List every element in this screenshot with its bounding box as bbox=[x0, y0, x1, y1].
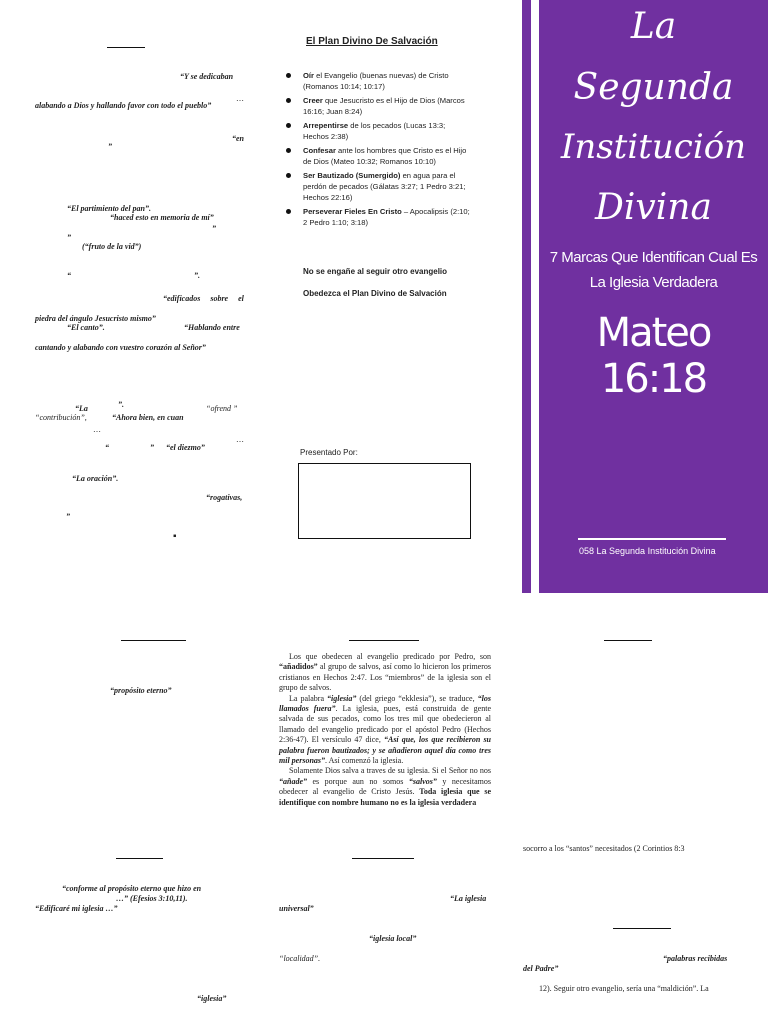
text-run: . Así comenzó la iglesia. bbox=[325, 756, 404, 766]
text-run: “iglesia” bbox=[327, 693, 357, 703]
quote-oracion: “La oración”. bbox=[72, 474, 119, 483]
section-heading-rule bbox=[107, 47, 145, 48]
step-keyword: Confesar bbox=[303, 146, 336, 155]
quote-la: “La bbox=[75, 404, 88, 413]
quote-open: “ bbox=[67, 271, 71, 280]
warning-other-gospel: No se engañe al seguir otro evangelio bbox=[303, 267, 448, 276]
quote-close-4: ”. bbox=[194, 271, 200, 280]
text-run: “añade” bbox=[279, 776, 307, 786]
text-run: Solamente Dios salva a traves de su iglesia. Si el Señor no nos bbox=[289, 766, 491, 776]
plan-step bbox=[283, 95, 473, 117]
text-run: “Así que, los que recibieron su palabra fueron bautizados; y se añadieron aquel día como tres mil personas” bbox=[279, 735, 492, 766]
quote-alabando: alabando a Dios y hallando favor con todo el pueblo” bbox=[35, 101, 212, 110]
quote-close: ” bbox=[108, 142, 112, 151]
quote-memoria: “haced esto en memoria de mí” bbox=[110, 213, 214, 222]
quote-fruto: (“fruto de la vid”) bbox=[82, 242, 142, 251]
step-text: – Apocalipsis (2:10; 2 Pedro 1:10; 3:18) bbox=[303, 207, 470, 227]
cover-title-line-2: Segunda bbox=[573, 67, 734, 108]
square-bullet: ▪ bbox=[173, 531, 177, 542]
bullet-icon bbox=[286, 209, 291, 214]
plan-step bbox=[283, 120, 473, 142]
text-run: . La iglesia, pues, está construida de gente salvada de sus pecados, como los tres mil que obedecieron al llamado del evangelio predicado por el apóstol Pedro (Hechos 2:36-47). El versículo 47 dice, bbox=[279, 704, 492, 745]
text-run: La palabra bbox=[289, 693, 328, 703]
cover-footer: 058 La Segunda Institución Divina bbox=[579, 546, 716, 556]
quote-dedicaban: “Y se dedicaban bbox=[180, 72, 234, 81]
warning-obey-plan: Obedezca el Plan Divino de Salvación bbox=[303, 289, 447, 298]
quote-iglesia: “iglesia” bbox=[197, 994, 227, 1003]
step-keyword: Ser Bautizado (Sumergido) bbox=[303, 171, 401, 180]
quote-ahora: “Ahora bien, en cuan bbox=[112, 413, 184, 422]
step-text: el Evangelio (buenas nuevas) de Cristo (Romanos 10:14; 10:17) bbox=[303, 71, 449, 91]
section-heading-rule bbox=[352, 858, 414, 859]
quote-diezmo: “el diezmo” bbox=[166, 443, 205, 452]
text-run: “salvos” bbox=[408, 776, 437, 786]
quote-proposito: “propósito eterno” bbox=[110, 686, 172, 695]
quote-conforme: “conforme al propósito eterno que hizo en bbox=[62, 884, 202, 893]
cover-title-line-3: Institución bbox=[560, 127, 747, 167]
bullet-icon bbox=[286, 73, 291, 78]
cover-title-line-4: Divina bbox=[595, 187, 712, 228]
ellipsis-3: … bbox=[236, 435, 244, 444]
quote-universal: universal” bbox=[279, 904, 314, 913]
text-run: es porque aun no somos bbox=[307, 776, 409, 786]
bullet-icon bbox=[286, 98, 291, 103]
quote-piedra: piedra del ángulo Jesucristo mismo” bbox=[35, 314, 156, 323]
quote-close-6: ” bbox=[150, 443, 154, 452]
step-keyword: Arrepentirse bbox=[303, 121, 349, 130]
text-run: Toda iglesia que se identifique con nombre humano no es la iglesia verdadera bbox=[279, 787, 491, 807]
paragraph-god-saves bbox=[279, 766, 491, 808]
quote-close-5: ”. bbox=[118, 400, 124, 409]
quote-edificare: “Edificaré mi iglesia …” bbox=[35, 904, 118, 913]
cover-subtitle-line-1: 7 Marcas Que Identifican Cual Es bbox=[549, 249, 758, 266]
section-heading-rule bbox=[613, 928, 671, 929]
cover-title-line-1: La bbox=[630, 6, 677, 47]
cover-strip bbox=[522, 0, 531, 593]
plan-title: El Plan Divino De Salvación bbox=[306, 36, 438, 47]
cover-divider bbox=[578, 538, 726, 540]
cover-verse: Mateo 16:18 bbox=[596, 310, 711, 402]
paragraph-added bbox=[279, 652, 491, 694]
quote-iglesia-local: “iglesia local” bbox=[369, 934, 417, 943]
bullet-icon bbox=[286, 148, 291, 153]
quote-open-2: “ bbox=[105, 443, 109, 452]
plan-step bbox=[283, 70, 473, 92]
gospel-paragraph bbox=[279, 652, 491, 808]
text-run: al grupo de salvos, así como lo hicieron los primeros cristianos en Hechos 2:47. Los “miembros” de la iglesia son el grupo de salvos. bbox=[279, 662, 491, 693]
text-run: “añadidos” bbox=[279, 662, 318, 672]
quote-close-2: ” bbox=[212, 224, 216, 233]
cover-subtitle-line-2: La Iglesia Verdadera bbox=[589, 274, 718, 291]
step-keyword: Oír bbox=[303, 71, 314, 80]
step-text: que Jesucristo es el Hijo de Dios (Marcos 16:16; Juan 8:24) bbox=[303, 96, 465, 116]
quote-palabras: “palabras recibidas bbox=[663, 954, 728, 963]
step-text: de los pecados (Lucas 13:3; Hechos 2:38) bbox=[303, 121, 446, 141]
step-text: ante los hombres que Cristo es el Hijo de Dios (Mateo 10:32; Romanos 10:10) bbox=[303, 146, 467, 166]
text-run: y necesitamos obedecer al evangelio de Cristo Jesús. bbox=[279, 776, 491, 797]
presenter-name-box bbox=[298, 463, 471, 539]
quote-efesios: …” (Efesios 3:10,11). bbox=[116, 894, 188, 903]
step-keyword: Creer bbox=[303, 96, 323, 105]
bullet-icon bbox=[286, 123, 291, 128]
paragraph-church-meaning bbox=[279, 694, 491, 767]
quote-close-7: ” bbox=[66, 512, 70, 521]
quote-hablando: “Hablando entre bbox=[184, 323, 240, 332]
section-heading-rule bbox=[604, 640, 652, 641]
quote-cantando: cantando y alabando con vuestro corazón al Señor” bbox=[35, 343, 206, 352]
section-heading-rule bbox=[349, 640, 419, 641]
quote-padre: del Padre” bbox=[523, 964, 559, 973]
ellipsis: … bbox=[236, 94, 244, 103]
quote-ofrenda: “ofrend ” bbox=[206, 404, 238, 413]
step-keyword: Perseverar Fieles En Cristo bbox=[303, 207, 402, 216]
text-socorro: socorro a los “santos” necesitados (2 Corintios 8:3 bbox=[523, 844, 685, 853]
plan-steps-list bbox=[283, 70, 473, 231]
quote-rogativas: “rogativas, bbox=[206, 493, 243, 502]
quote-partimiento: “El partimiento del pan”. bbox=[67, 204, 152, 213]
plan-step bbox=[283, 170, 473, 203]
plan-step bbox=[283, 206, 473, 228]
presented-by-label: Presentado Por: bbox=[300, 448, 358, 457]
quote-close-3: ” bbox=[67, 233, 71, 242]
ellipsis-2: … bbox=[93, 425, 101, 434]
quote-edificados: “edificados sobre el bbox=[163, 294, 244, 303]
bullet-icon bbox=[286, 173, 291, 178]
text-run: Los que obedecen al evangelio predicado por Pedro, son bbox=[289, 652, 491, 661]
text-run: (del griego “ekklesia”), se traduce, bbox=[356, 693, 478, 703]
quote-contribucion: “contribución”, bbox=[35, 413, 87, 422]
step-text: en agua para el perdón de pecados (Gálatas 3:27; 1 Pedro 3:21; Hechos 22:16) bbox=[303, 171, 466, 202]
text-maldicion: 12). Seguir otro evangelio, sería una “maldición”. La bbox=[539, 984, 709, 993]
quote-la-iglesia: “La iglesia bbox=[450, 894, 487, 903]
section-heading-rule bbox=[116, 858, 163, 859]
quote-localidad: “localidad”. bbox=[279, 954, 321, 963]
section-heading-rule bbox=[121, 640, 186, 641]
plan-step bbox=[283, 145, 473, 167]
text-run: “los llamados fuera” bbox=[279, 693, 491, 714]
quote-canto: “El canto”. bbox=[67, 323, 105, 332]
quote-en: “en bbox=[232, 134, 244, 143]
